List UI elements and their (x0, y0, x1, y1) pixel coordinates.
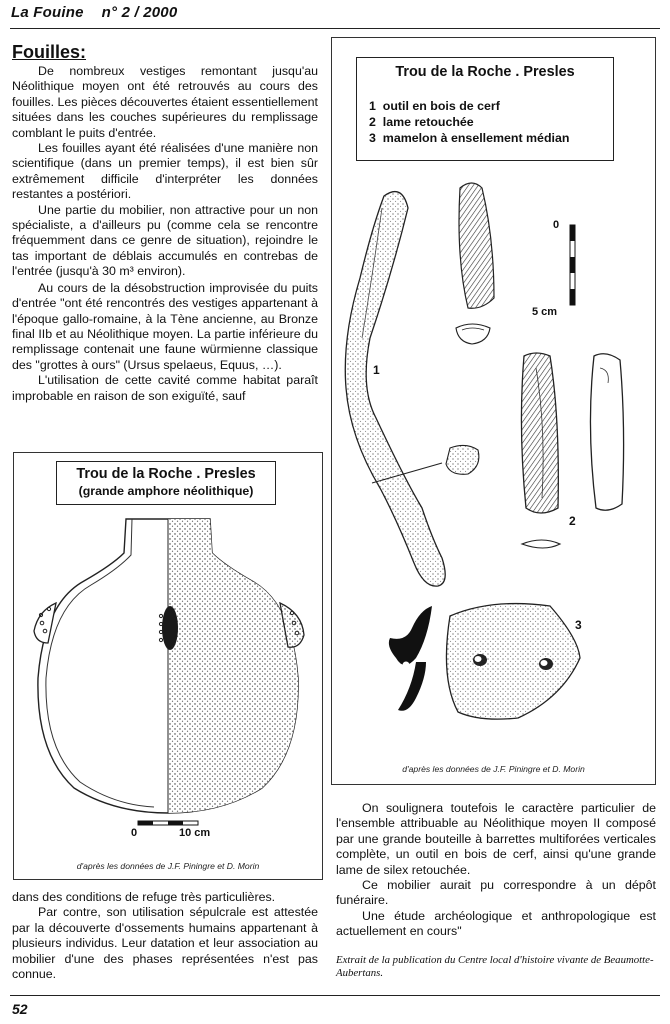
legend-item-2: 2 lame retouchée (369, 115, 474, 129)
amphora-figure-subtitle: (grande amphore néolithique) (78, 484, 254, 498)
paragraph: Au cours de la désobstruction improvisée du puits d'entrée "ont été rencontrés des vestiges appartenant à l'époque gallo-romaine, à la Tène ancienne, au Bronze final IIb et au Néolithique moyen. La partie inférieure du remplissage contenait une faune würmienne classique des "grottes à ours" (Ursus spelaeus, Equus, …). (12, 280, 318, 372)
amphora-figure-caption: d'après les données de J.F. Piningre et D. Morin (76, 861, 260, 871)
legend-item-1: 1 outil en bois de cerf (369, 99, 500, 113)
paragraph: Par contre, son utilisation sépulcrale est attestée par la découverte d'ossements humains appartenant à plusieurs individus. Leur datation et leur association au mobilier d'une des phases représentées n'est pas connue. (12, 905, 318, 982)
left-bottom-text (12, 890, 318, 982)
amphora-figure (13, 452, 323, 880)
tools-drawing (332, 38, 655, 784)
running-header (11, 4, 177, 21)
tools-figure-caption: d'après les données de J.F. Piningre et D. Morin (402, 764, 585, 774)
legend-item-3: 3 mamelon à ensellement médian (369, 131, 570, 145)
tools-figure-title: Trou de la Roche . Presles (395, 64, 575, 80)
section-title: Fouilles: (12, 42, 87, 62)
paragraph: L'utilisation de cette cavité comme habitat paraît improbable en raison de son exiguïté, sauf (12, 373, 318, 403)
paragraph: On soulignera toutefois le caractère particulier de l'ensemble attribuable au Néolithique moyen II composé par une grande bouteille à barrettes multiforées verticales complète, un outil en bois de cerf, ainsi qu'une grande lame de silex retouchée. (336, 801, 656, 877)
paragraph: Ce mobilier aurait pu correspondre à un dépôt funéraire. (336, 878, 656, 908)
amphora-scale-start: 0 (131, 827, 138, 839)
paragraph: dans des conditions de refuge très particulières. (12, 890, 276, 904)
publication-credit: Extrait de la publication du Centre local d'histoire vivante de Beaumotte-Aubertans. (336, 954, 654, 979)
tool-mark-2: 2 (569, 514, 576, 528)
tools-scale-end: 5 cm (532, 306, 558, 318)
tools-figure (331, 37, 656, 785)
paragraph: Une partie du mobilier, non attractive pour un non spécialiste, a d'ailleurs pu (comme cela se rencontre fréquemment dans ce genre de situation), rejoindre le tas important de déblais accumulés en contrebas de l'entrée (jusqu'à 30 m³ environ). (12, 202, 318, 279)
paragraph: Une étude archéologique et anthropologique est actuellement en cours" (336, 908, 656, 939)
paragraph: Les fouilles ayant été réalisées d'une manière non scientifique (dans un premier temps), il est bien sûr extrêmement difficile d'interpréter les données restantes a postériori. (12, 141, 318, 202)
tool-mark-1: 1 (373, 363, 380, 377)
journal-name: La Fouine (11, 4, 84, 21)
left-column-text (12, 64, 318, 404)
right-column-text (336, 801, 656, 940)
header-rule (10, 28, 660, 29)
tool-mark-3: 3 (575, 618, 582, 632)
tools-scale-start: 0 (553, 219, 560, 231)
footer-rule (10, 995, 660, 996)
page-number: 52 (12, 1001, 28, 1017)
issue-number: n° 2 / 2000 (101, 4, 178, 21)
amphora-scale-end: 10 cm (179, 827, 211, 839)
amphora-drawing (14, 453, 322, 879)
amphora-figure-title: Trou de la Roche . Presles (76, 466, 256, 482)
paragraph: De nombreux vestiges remontant jusqu'au Néolithique moyen ont été retrouvés au cours des fouilles. Les pièces découvertes étaient essentiellement situées dans les couches supérieures du remplissage comblant le puits d'entrée. (12, 64, 318, 140)
